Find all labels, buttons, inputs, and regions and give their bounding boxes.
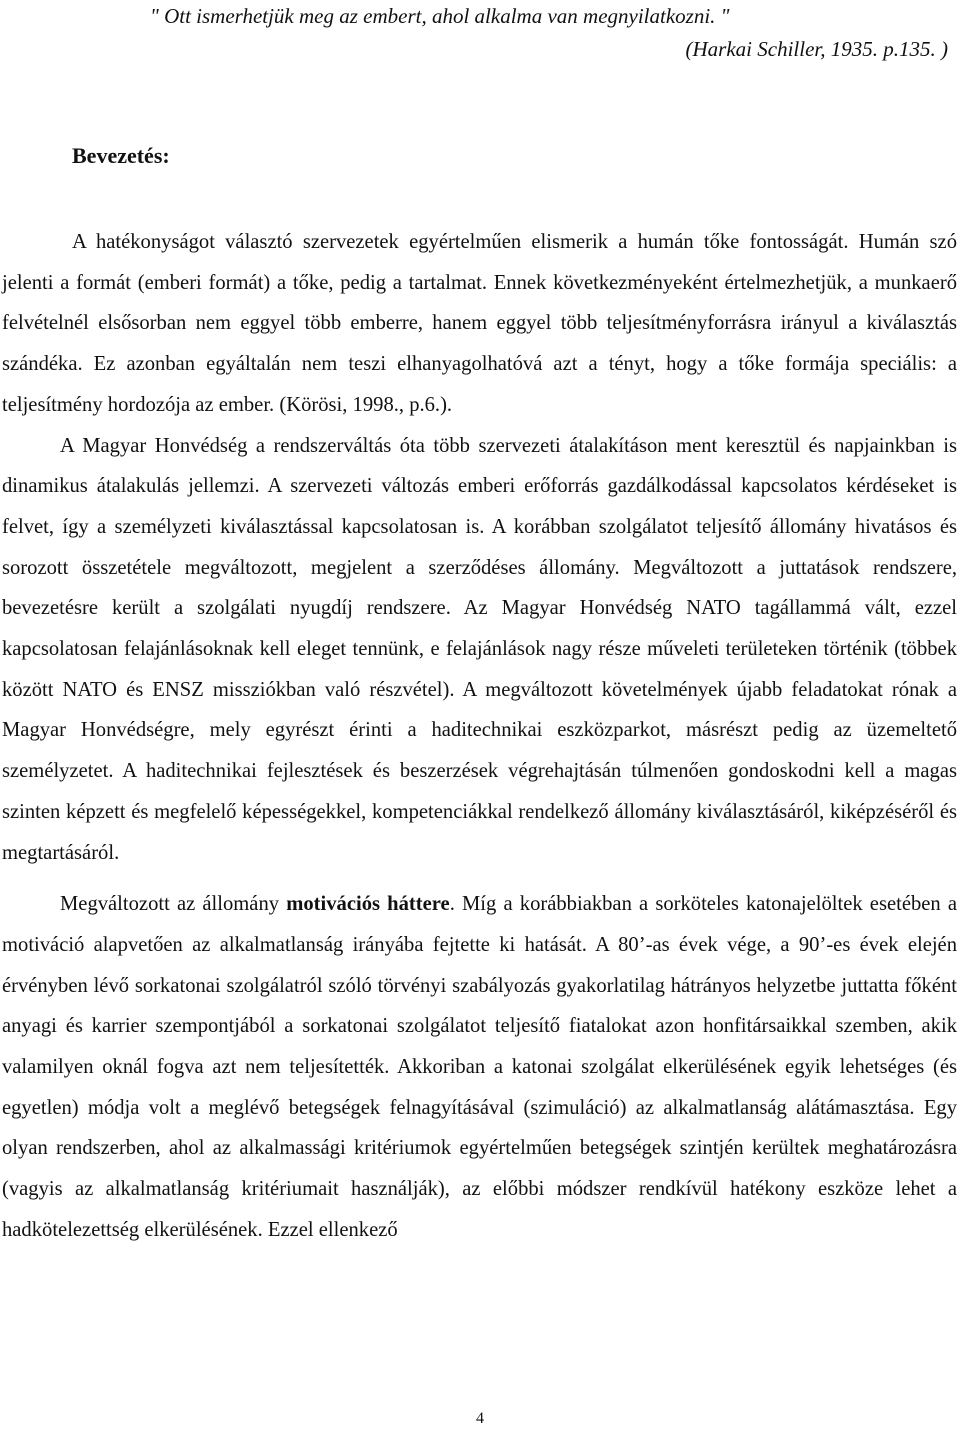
body-text <box>2 222 957 1251</box>
paragraph-intro: A hatékonyságot választó szervezetek egyértelműen elismerik a humán tőke fontosságát. Humán szó jelenti a formát (emberi formát) a tőke, pedig a tartalmat. Ennek következményeként értelmezhetjük, a munkaerő felvételnél elsősorban nem eggyel több emberre, hanem eggyel több teljesítményforrásra irányul a kiválasztás szándéka. Ez azonban egyáltalán nem teszi elhanyagolhatóvá azt a tényt, hogy a tőke formája speciális: a teljesítmény hordozója az ember. (Körösi, 1998., p.6.). <box>2 231 957 416</box>
motto-quote <box>150 0 950 66</box>
bold-term-motivacios-hattere: motivációs háttere <box>286 893 450 916</box>
section-heading: Bevezetés: <box>72 143 170 168</box>
paragraph-motivacio <box>2 884 957 1250</box>
motto-line-quote: " Ott ismerhetjük meg az embert, ahol alkalma van megnyilatkozni. " <box>150 4 730 28</box>
page-number: 4 <box>476 1410 484 1427</box>
paragraph-motivacio-start: Megváltozott az állomány <box>60 893 287 916</box>
motto-line-citation: (Harkai Schiller, 1935. p.135. ) <box>685 37 948 61</box>
paragraph-motivacio-rest: . Míg a korábbiakban a sorköteles katonajelöltek esetében a motiváció alapvetően az alkalmatlanság irányába fejtette ki hatását. A 80’-as évek vége, a 90’-es évek elején érvényben lévő sorkatonai szolgálatról szóló törvényi szabályozás gyakorlatilag hátrányos helyzetbe juttatta főként anyagi és karrier szempontjából a sorkatonai szolgálatot teljesítő fiatalokat azon honfitársaikkal szemben, akik valamilyen oknál fogva azt nem teljesítették. Akkoriban a katonai szolgálat elkerülésének egyik lehetséges (és egyetlen) módja volt a meglévő betegségek felnagyításával (szimuláció) az alkalmatlanság alátámasztása. Egy olyan rendszerben, ahol az alkalmassági kritériumok egyértelműen betegségek szintjén kerültek meghatározásra (vagyis az alkalmatlanság kritériumait használják), az előbbi módszer rendkívül hatékony eszköze lehet a hadkötelezettség elkerülésének. Ezzel ellenkező <box>2 893 957 1241</box>
paragraph-honvedseg: A Magyar Honvédség a rendszerváltás óta több szervezeti átalakításon ment keresztül és napjainkban is dinamikus átalakulás jellemzi. A szervezeti változás emberi erőforrás gazdálkodással kapcsolatos kérdéseket is felvet, így a személyzeti kiválasztással kapcsolatosan is. A korábban szolgálatot teljesítő állomány hivatásos és sorozott összetétele megváltozott, megjelent a szerződéses állomány. Megváltozott a juttatások rendszere, bevezetésre került a szolgálati nyugdíj rendszere. Az Magyar Honvédség NATO tagállammá vált, ezzel kapcsolatosan felajánlásoknak kell eleget tennünk, e felajánlások nagy része műveleti területeken történik (többek között NATO és ENSZ missziókban való részvétel). A megváltozott követelmények újabb feladatokat rónak a Magyar Honvédségre, mely egyrészt érinti a haditechnikai eszközparkot, másrészt pedig az üzemeltető személyzetet. A haditechnikai fejlesztések és beszerzések végrehajtásán túlmenően gondoskodni kell a magas szinten képzett és megfelelő képességekkel, kompetenciákkal rendelkező állomány kiválasztásáról, kiképzéséről és megtartásáról. <box>2 434 957 864</box>
